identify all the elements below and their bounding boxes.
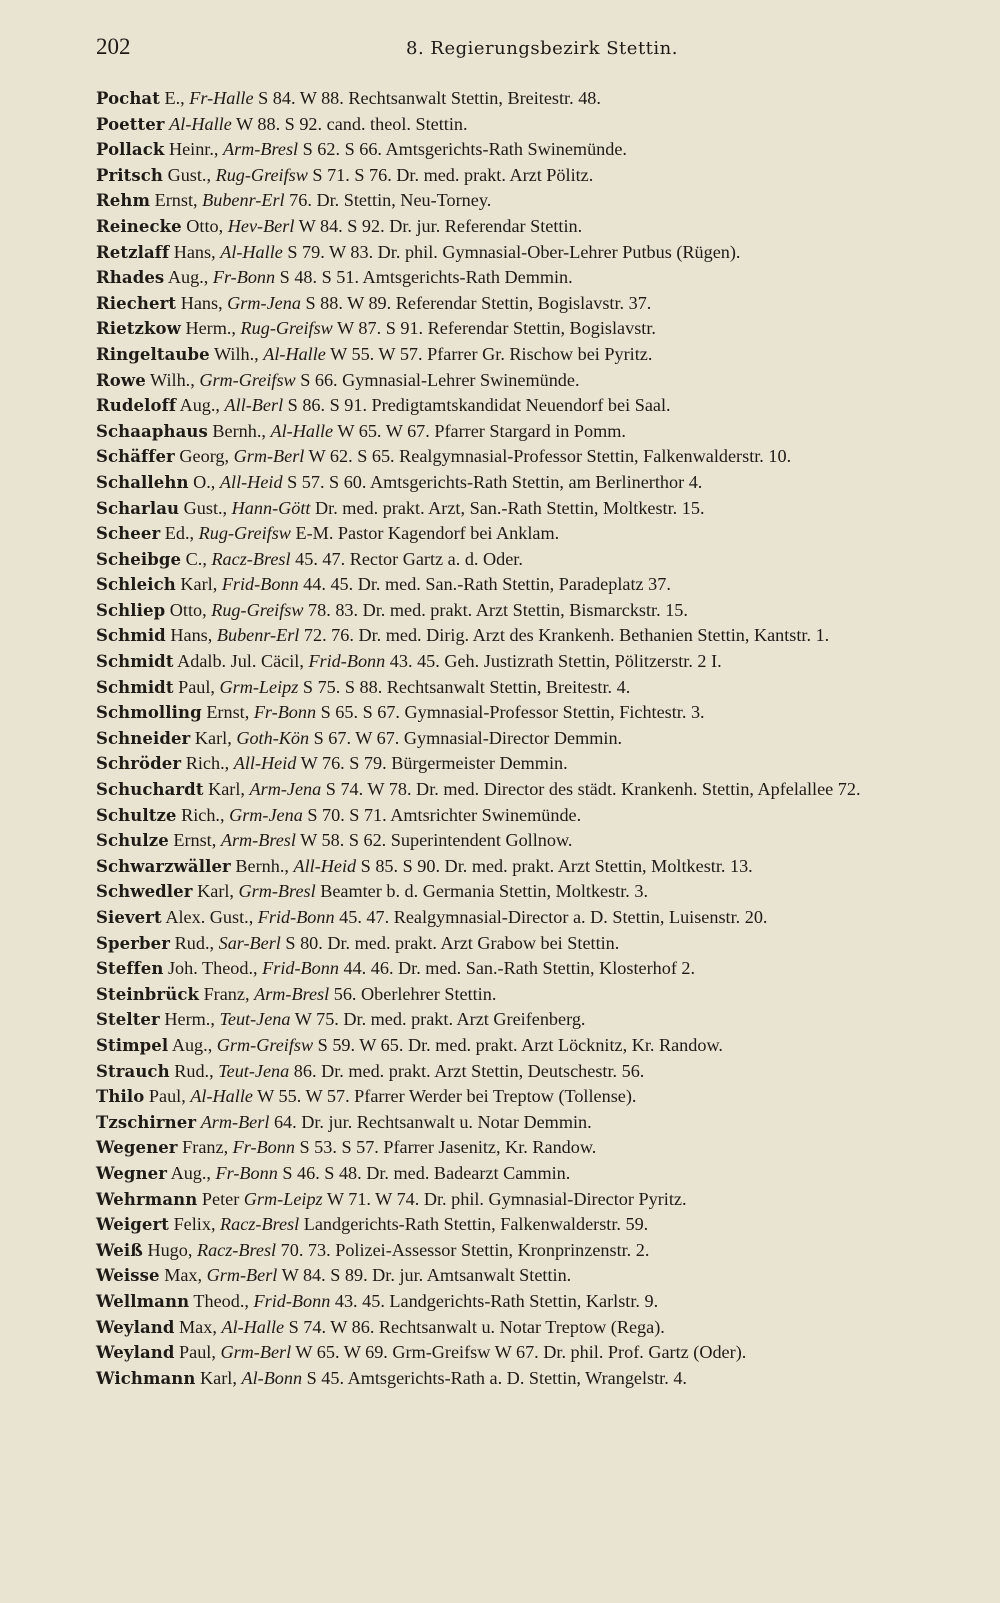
entry (96, 1059, 956, 1085)
entry-details: W 76. S 79. Bürgermeister Demmin. (300, 753, 568, 774)
entry-given-name: Paul, (178, 676, 215, 697)
entry (96, 1263, 956, 1289)
entry-university: All-Berl (224, 395, 284, 416)
entry-details: 70. 73. Polizei-Assessor Stettin, Kronprinzenstr. 2. (280, 1239, 650, 1260)
entry-details: W 87. S 91. Referendar Stettin, Bogislavstr. (337, 318, 656, 339)
entry-details: S 80. Dr. med. prakt. Arzt Grabow bei Stettin. (285, 932, 620, 953)
entry-list (96, 86, 956, 1391)
entry-name: Wichmann (96, 1368, 196, 1388)
entry-details: 78. 83. Dr. med. prakt. Arzt Stettin, Bismarckstr. 15. (308, 599, 688, 620)
entry-university: Fr-Bonn (212, 267, 276, 288)
entry-details: S 65. S 67. Gymnasial-Professor Stettin, Fichtestr. 3. (320, 702, 705, 723)
entry (96, 393, 956, 419)
entry-university: Arm-Jena (249, 779, 322, 800)
entry-university: Arm-Berl (200, 1111, 270, 1132)
entry (96, 1238, 956, 1264)
page-header (96, 34, 938, 64)
entry (96, 137, 956, 163)
entry-given-name: Hans, (170, 625, 213, 646)
entry (96, 700, 956, 726)
entry-name: Scharlau (96, 498, 180, 518)
entry-university: Grm-Jena (229, 804, 303, 825)
entry-given-name: Ed., (164, 523, 195, 544)
entry-details: W 88. S 92. cand. theol. Stettin. (236, 113, 468, 134)
entry-given-name: Karl, (200, 1367, 237, 1388)
entry-given-name: Aug., (171, 1034, 213, 1055)
entry (96, 547, 956, 573)
entry-university: Al-Halle (263, 343, 326, 364)
entry (96, 342, 956, 368)
entry-university: Grm-Berl (220, 1342, 292, 1363)
entry-name: Schwarzwäller (96, 856, 231, 876)
entry-name: Weigert (96, 1215, 170, 1235)
entry (96, 240, 956, 266)
entry-university: Rug-Greifsw (240, 318, 333, 339)
entry-university: Grm-Greifsw (199, 369, 296, 390)
entry (96, 1366, 956, 1392)
entry-details: S 62. S 66. Amtsgerichts-Rath Swinemünde. (302, 139, 627, 160)
entry (96, 572, 956, 598)
entry-name: Wegener (96, 1138, 178, 1158)
entry-details: S 67. W 67. Gymnasial-Director Demmin. (313, 727, 623, 748)
entry-details: S 74. W 78. Dr. med. Director des städt. Krankenh. Stettin, Apfelallee 72. (325, 779, 861, 800)
entry-name: Sievert (96, 908, 162, 927)
entry-university: Grm-Greifsw (216, 1034, 314, 1055)
entry-details: 43. 45. Landgerichts-Rath Stettin, Karlstr. 9. (334, 1290, 659, 1311)
entry (96, 854, 956, 880)
entry (96, 623, 956, 649)
entry-university: Fr-Bonn (253, 702, 317, 723)
entry (96, 444, 956, 470)
entry (96, 419, 956, 445)
entry-university: Sar-Berl (218, 932, 281, 953)
entry-university: Fr-Bonn (232, 1137, 295, 1158)
entry-university: Fr-Bonn (215, 1162, 278, 1183)
entry-details: W 55. W 57. Pfarrer Werder bei Treptow (Tollense). (257, 1086, 637, 1107)
entry (96, 163, 956, 189)
entry-name: Schäffer (96, 447, 175, 467)
entry-details: S 84. W 88. Rechtsanwalt Stettin, Breitestr. 48. (258, 88, 601, 108)
entry-given-name: Bernh., (235, 855, 289, 876)
entry-given-name: Wilh., (150, 369, 195, 390)
entry-given-name: Karl, (194, 727, 232, 748)
entry-details: S 79. W 83. Dr. phil. Gymnasial-Ober-Lehrer Putbus (Rügen). (287, 241, 741, 262)
entry-university: Grm-Jena (227, 292, 301, 313)
entry-name: Stelter (96, 1010, 160, 1030)
entry-given-name: Hugo, (147, 1239, 193, 1260)
entry-given-name: Ernst, (173, 830, 217, 851)
entry-name: Schultze (96, 805, 177, 825)
entry-university: Rug-Greifsw (211, 599, 304, 620)
entry (96, 675, 956, 701)
entry (96, 265, 956, 291)
entry-name: Schliep (96, 600, 166, 620)
entry-details: 43. 45. Geh. Justizrath Stettin, Pölitzerstr. 2 I. (389, 651, 722, 672)
entry-name: Retzlaff (96, 242, 170, 262)
entry-given-name: Alex. Gust., (165, 907, 254, 927)
entry-given-name: Ernst, (154, 190, 198, 211)
entry-given-name: Georg, (179, 446, 230, 467)
entry (96, 188, 956, 214)
entry (96, 1110, 956, 1136)
entry-name: Reinecke (96, 216, 182, 236)
entry-given-name: Karl, (180, 574, 218, 595)
entry-university: Arm-Bresl (222, 139, 299, 160)
entry-details: W 55. W 57. Pfarrer Gr. Rischow bei Pyritz. (330, 343, 653, 364)
entry-given-name: Franz, (182, 1137, 229, 1158)
entry-university: Hann-Gött (231, 497, 311, 518)
entry-university: Al-Bonn (241, 1367, 303, 1388)
entry-details: W 62. S 65. Realgymnasial-Professor Stettin, Falkenwalderstr. 10. (308, 446, 792, 467)
entry-given-name: Paul, (179, 1342, 216, 1363)
entry-university: Teut-Jena (219, 1009, 291, 1030)
entry (96, 751, 956, 777)
entry-given-name: Max, (179, 1316, 217, 1337)
entry (96, 1084, 956, 1110)
entry-name: Schneider (96, 728, 191, 748)
entry-name: Schmolling (96, 703, 202, 723)
entry-name: Pollack (96, 140, 165, 160)
entry-name: Schaaphaus (96, 421, 208, 441)
entry-details: E-M. Pastor Kagendorf bei Anklam. (295, 523, 560, 544)
entry-name: Rietzkow (96, 319, 181, 339)
entry-details: 45. 47. Realgymnasial-Director a. D. Stettin, Luisenstr. 20. (339, 907, 768, 927)
entry-details: 44. 46. Dr. med. San.-Rath Stettin, Klosterhof 2. (343, 958, 696, 979)
entry-details: W 58. S 62. Superintendent Gollnow. (300, 830, 573, 851)
entry (96, 1289, 956, 1315)
entry-given-name: Franz, (203, 983, 250, 1004)
entry (96, 777, 956, 803)
entry-university: Grm-Berl (233, 446, 305, 467)
entry (96, 291, 956, 317)
entry-details: S 53. S 57. Pfarrer Jasenitz, Kr. Randow. (299, 1137, 597, 1158)
entry-given-name: Max, (164, 1265, 203, 1286)
entry (96, 905, 956, 931)
entry-name: Thilo (96, 1087, 145, 1107)
entry-details: S 48. S 51. Amtsgerichts-Rath Demmin. (279, 267, 573, 288)
entry-name: Rhades (96, 268, 165, 288)
entry-given-name: Otto, (169, 599, 207, 620)
entry (96, 1033, 956, 1059)
entry-given-name: Adalb. Jul. Cäcil, (177, 651, 304, 672)
entry-university: Al-Halle (169, 113, 232, 134)
entry-given-name: Felix, (173, 1214, 216, 1235)
entry-university: Al-Halle (221, 1316, 285, 1337)
entry-university: Al-Halle (270, 420, 334, 441)
entry-given-name: C., (185, 548, 207, 569)
entry (96, 1135, 956, 1161)
entry-given-name: Herm., (164, 1009, 215, 1030)
entry-university: Grm-Leipz (219, 676, 299, 697)
entry-given-name: Gust., (183, 497, 228, 518)
entry (96, 496, 956, 522)
entry-details: 45. 47. Rector Gartz a. d. Oder. (295, 548, 523, 569)
entry-name: Sperber (96, 933, 171, 953)
entry-name: Steinbrück (96, 984, 200, 1004)
entry-name: Pritsch (96, 165, 164, 185)
entry (96, 982, 956, 1008)
entry-university: Racz-Bresl (220, 1214, 300, 1235)
entry (96, 828, 956, 854)
entry-given-name: Karl, (197, 881, 234, 902)
entry (96, 649, 956, 675)
entry-details: 86. Dr. med. prakt. Arzt Stettin, Deutschestr. 56. (293, 1060, 645, 1081)
entry-university: All-Heid (233, 753, 297, 774)
entry-name: Wellmann (96, 1291, 190, 1311)
entry-university: Bubenr-Erl (202, 190, 285, 211)
entry-university: Racz-Bresl (196, 1239, 277, 1260)
entry-university: Arm-Bresl (220, 830, 296, 851)
entry (96, 214, 956, 240)
entry (96, 316, 956, 342)
entry-given-name: Gust., (167, 164, 212, 185)
entry-details: W 65. W 69. Grm-Greifsw W 67. Dr. phil. Prof. Gartz (Oder). (295, 1342, 747, 1363)
entry-university: Teut-Jena (218, 1060, 290, 1081)
entry (96, 803, 956, 829)
running-title: 8. Regierungsbezirk Stettin. (406, 38, 678, 59)
entry-details: S 46. S 48. Dr. med. Badearzt Cammin. (282, 1162, 571, 1183)
entry-university: Rug-Greifsw (215, 164, 308, 185)
entry (96, 1212, 956, 1238)
entry-name: Weisse (96, 1266, 160, 1286)
entry-name: Stimpel (96, 1035, 169, 1055)
entry-name: Scheibge (96, 549, 182, 569)
entry-given-name: Rud., (174, 932, 215, 953)
entry (96, 956, 956, 982)
entry-details: 64. Dr. jur. Rechtsanwalt u. Notar Demmin. (273, 1111, 592, 1132)
entry-name: Schmidt (96, 677, 174, 697)
entry-given-name: Ernst, (206, 702, 250, 723)
page-number: 202 (96, 34, 131, 59)
entry-university: All-Heid (293, 855, 357, 876)
entry-name: Scheer (96, 524, 161, 544)
entry-name: Wehrmann (96, 1189, 198, 1209)
entry-details: S 86. S 91. Predigtamtskandidat Neuendorf bei Saal. (287, 395, 671, 416)
entry-details: S 88. W 89. Referendar Stettin, Bogislavstr. 37. (305, 292, 652, 313)
entry (96, 470, 956, 496)
entry-name: Schallehn (96, 472, 189, 492)
entry (96, 521, 956, 547)
entry-name: Schröder (96, 754, 182, 774)
entry-name: Ringeltaube (96, 344, 210, 364)
entry-name: Tzschirner (96, 1112, 197, 1132)
entry-name: Strauch (96, 1061, 170, 1081)
entry-name: Schuchardt (96, 780, 204, 800)
entry-name: Riechert (96, 293, 177, 313)
entry-details: 44. 45. Dr. med. San.-Rath Stettin, Paradeplatz 37. (303, 574, 671, 595)
entry-university: Bubenr-Erl (216, 625, 300, 646)
entry-given-name: Joh. Theod., (167, 958, 258, 979)
entry-name: Pochat (96, 89, 160, 108)
entry-given-name: Theod., (193, 1290, 249, 1311)
entry-given-name: Otto, (186, 215, 224, 236)
entry-given-name: Hans, (180, 292, 223, 313)
entry-details: S 71. S 76. Dr. med. prakt. Arzt Pölitz. (312, 164, 594, 185)
entry-details: S 85. S 90. Dr. med. prakt. Arzt Stettin, Moltkestr. 13. (360, 855, 753, 876)
entry (96, 598, 956, 624)
entry-university: Racz-Bresl (211, 548, 291, 569)
entry (96, 1340, 956, 1366)
entry (96, 726, 956, 752)
entry (96, 1187, 956, 1213)
entry-name: Weiß (96, 1240, 143, 1260)
entry (96, 931, 956, 957)
entry (96, 86, 956, 112)
entry-university: Rug-Greifsw (198, 523, 291, 544)
entry-name: Schwedler (96, 882, 193, 902)
entry-university: All-Heid (219, 471, 283, 492)
entry-given-name: Herm., (185, 318, 236, 339)
entry (96, 368, 956, 394)
entry-university: Al-Halle (190, 1086, 253, 1107)
entry-details: W 65. W 67. Pfarrer Stargard in Pomm. (337, 420, 626, 441)
entry-given-name: Aug., (179, 395, 220, 416)
entry-given-name: Bernh., (212, 420, 266, 441)
entry-university: Frid-Bonn (253, 1290, 331, 1311)
entry-details: S 75. S 88. Rechtsanwalt Stettin, Breitestr. 4. (302, 676, 631, 697)
entry-university: Frid-Bonn (262, 958, 339, 979)
entry-university: Goth-Kön (236, 727, 310, 748)
entry-name: Weyland (96, 1317, 175, 1337)
entry-name: Schulze (96, 831, 169, 851)
entry-details: Landgerichts-Rath Stettin, Falkenwalderstr. 59. (303, 1214, 649, 1235)
entry-name: Schmidt (96, 652, 174, 672)
entry-university: Arm-Bresl (254, 983, 330, 1004)
entry-given-name: Aug., (167, 267, 209, 288)
entry-name: Weyland (96, 1343, 175, 1363)
entry-name: Schmid (96, 626, 166, 646)
entry-given-name: Rud., (174, 1060, 214, 1081)
entry-details: Beamter b. d. Germania Stettin, Moltkestr. 3. (320, 881, 649, 902)
entry-university: Grm-Bresl (238, 881, 316, 902)
entry-university: Frid-Bonn (221, 574, 299, 595)
entry-university: Hev-Berl (227, 215, 295, 236)
entry-given-name: Rich., (181, 804, 225, 825)
entry-given-name: Paul, (148, 1086, 186, 1107)
entry (96, 1161, 956, 1187)
entry-details: W 84. S 92. Dr. jur. Referendar Stettin. (298, 215, 583, 236)
entry-details: W 71. W 74. Dr. phil. Gymnasial-Director Pyritz. (326, 1188, 687, 1209)
entry (96, 1007, 956, 1033)
entry-details: W 84. S 89. Dr. jur. Amtsanwalt Stettin. (281, 1265, 572, 1286)
entry-name: Poetter (96, 114, 165, 134)
entry-details: S 59. W 65. Dr. med. prakt. Arzt Löcknitz, Kr. Randow. (317, 1034, 723, 1055)
entry-name: Wegner (96, 1163, 168, 1183)
entry-university: Frid-Bonn (257, 907, 335, 927)
entry (96, 112, 956, 138)
entry-details: S 70. S 71. Amtsrichter Swinemünde. (307, 804, 582, 825)
entry-university: Grm-Berl (206, 1265, 278, 1286)
entry-name: Rowe (96, 370, 146, 390)
entry-details: 76. Dr. Stettin, Neu-Torney. (289, 190, 492, 211)
entry-name: Rudeloff (96, 396, 177, 416)
entry-given-name: E., (164, 88, 185, 108)
entry (96, 1315, 956, 1341)
entry-given-name: Peter (201, 1188, 240, 1209)
entry-given-name: Heinr., (168, 139, 219, 160)
entry-details: Dr. med. prakt. Arzt, San.-Rath Stettin, Moltkestr. 15. (315, 497, 705, 518)
entry-details: S 66. Gymnasial-Lehrer Swinemünde. (300, 369, 580, 390)
entry-given-name: Rich., (185, 753, 230, 774)
entry-name: Schleich (96, 575, 176, 595)
entry-university: Frid-Bonn (308, 651, 386, 672)
entry-university: Grm-Leipz (243, 1188, 323, 1209)
entry-given-name: Hans, (173, 241, 216, 262)
entry-given-name: Aug., (170, 1162, 211, 1183)
entry-details: S 57. S 60. Amtsgerichts-Rath Stettin, am Berlinerthor 4. (287, 471, 703, 492)
entry-name: Rehm (96, 191, 151, 211)
entry-name: Steffen (96, 959, 164, 979)
entry-given-name: Karl, (208, 779, 245, 800)
entry-details: 72. 76. Dr. med. Dirig. Arzt des Krankenh. Bethanien Stettin, Kantstr. 1. (303, 625, 830, 646)
entry-details: W 75. Dr. med. prakt. Arzt Greifenberg. (294, 1009, 586, 1030)
entry-given-name: O., (193, 471, 216, 492)
entry-details: S 45. Amtsgerichts-Rath a. D. Stettin, Wrangelstr. 4. (306, 1367, 687, 1388)
entry (96, 879, 956, 905)
entry-given-name: Wilh., (213, 343, 259, 364)
entry-details: S 74. W 86. Rechtsanwalt u. Notar Treptow (Rega). (288, 1316, 665, 1337)
entry-university: Fr-Halle (189, 88, 254, 108)
entry-university: Al-Halle (220, 241, 283, 262)
entry-details: 56. Oberlehrer Stettin. (333, 983, 497, 1004)
